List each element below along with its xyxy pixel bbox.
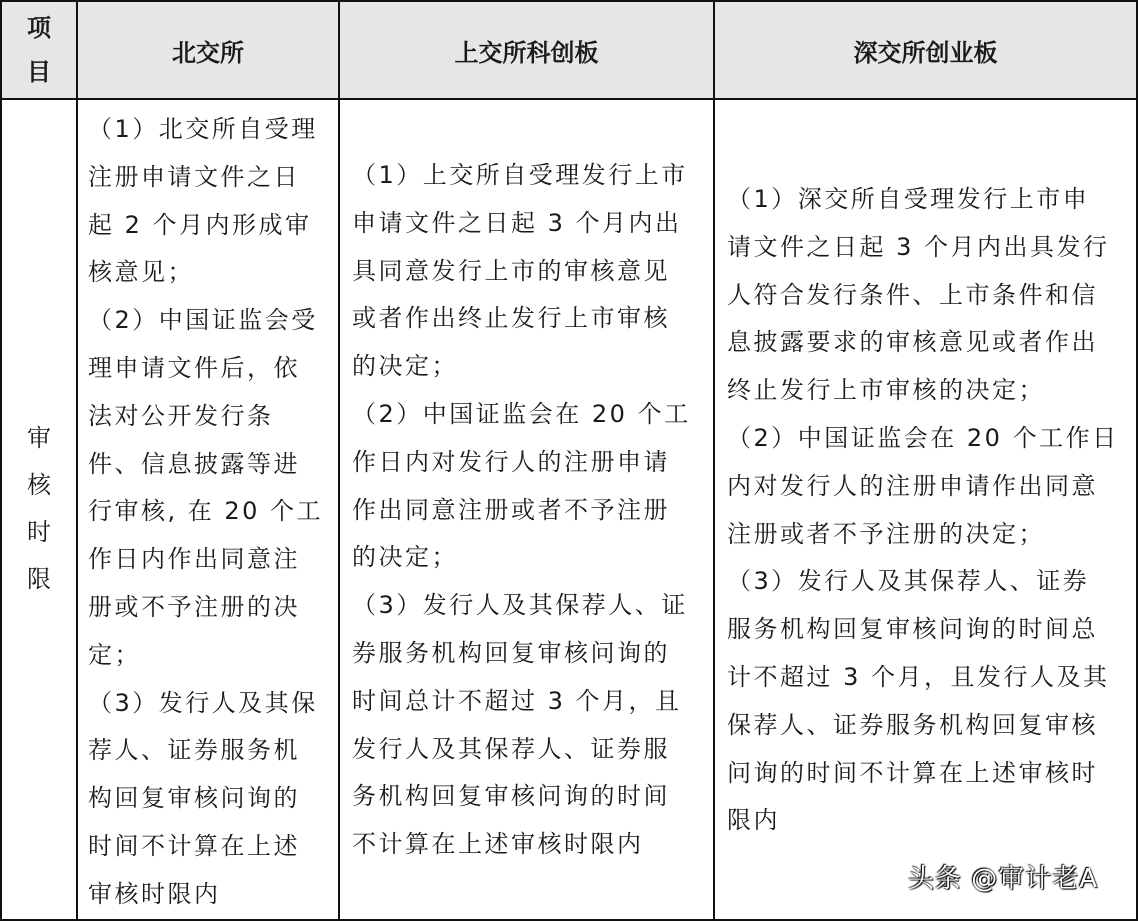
text-line: 服务机构回复审核问询的时间总	[727, 615, 1098, 644]
text-line: 请文件之日起 3 个月内出具发行	[727, 232, 1110, 261]
text-line: （3）发行人及其保	[88, 688, 318, 717]
text-line: 人符合发行条件、上市条件和信	[727, 280, 1098, 309]
text-line: （2）中国证监会在 20 个工作日	[727, 423, 1119, 452]
text-line: （1）上交所自受理发行上市	[352, 161, 688, 189]
text-line: 法对公开发行条	[88, 401, 274, 430]
header-bse: 北交所	[77, 1, 339, 99]
text-line: 构回复审核问询的	[88, 784, 300, 813]
header-item	[1, 1, 77, 99]
text-line: 计不超过 3 个月，且发行人及其	[727, 662, 1110, 691]
text-line: 息披露要求的审核意见或者作出	[727, 328, 1098, 357]
text-line: 作出同意注册或者不予注册	[352, 495, 670, 524]
text-line: （2）中国证监会在 20 个工	[352, 399, 691, 428]
header-chinext: 深交所创业板	[714, 1, 1137, 99]
text-line: 项	[27, 14, 51, 42]
text-line: 时间不计算在上述	[88, 831, 300, 860]
text-line: 行审核, 在 20 个工	[88, 497, 324, 526]
text-line: 问询的时间不计算在上述审核时	[727, 758, 1098, 787]
text-line: 审核时限内	[88, 879, 221, 908]
header-row	[1, 1, 1137, 99]
text-line: 券服务机构回复审核问询的	[352, 638, 670, 667]
text-line: 起 2 个月内形成审	[88, 210, 312, 239]
text-line: （3）发行人及其保荐人、证	[352, 591, 688, 620]
text-line: 注册申请文件之日	[88, 162, 300, 191]
text-line: （1）深交所自受理发行上市申	[727, 185, 1090, 213]
text-line: 理申请文件后，依	[88, 353, 300, 382]
text-line: 保荐人、证券服务机构回复审核	[727, 710, 1098, 739]
watermark: 头条 @审计老A	[908, 864, 1099, 894]
text-line: 定；	[88, 640, 141, 669]
text-line: 注册或者不予注册的决定；	[727, 519, 1045, 548]
text-line: 的决定；	[352, 543, 458, 572]
text-line: 荐人、证券服务机	[88, 736, 300, 765]
text-line: 限	[27, 565, 51, 594]
text-line: 时	[27, 518, 51, 547]
text-line: 审	[27, 424, 51, 453]
text-line: 终止发行上市审核的决定；	[727, 376, 1045, 405]
text-line: 时间总计不超过 3 个月，且	[352, 686, 682, 715]
row-label	[1, 99, 77, 920]
text-line: 不计算在上述审核时限内	[352, 830, 644, 859]
text-line: 件、信息披露等进	[88, 449, 300, 478]
text-line: （1）北交所自受理	[88, 115, 318, 143]
cell-chinext	[714, 99, 1137, 920]
table-row	[1, 99, 1137, 920]
text-line: 作日内对发行人的注册申请	[352, 447, 670, 476]
text-line: 核	[27, 471, 51, 500]
text-line: 内对发行人的注册申请作出同意	[727, 471, 1098, 500]
text-line: 具同意发行上市的审核意见	[352, 256, 670, 285]
text-line: 作日内作出同意注	[88, 545, 300, 574]
text-line: 限内	[727, 806, 780, 835]
cell-star-market	[339, 99, 714, 920]
text-line: 目	[27, 58, 51, 86]
text-line: 务机构回复审核问询的时间	[352, 782, 670, 811]
text-line: 发行人及其保荐人、证券服	[352, 734, 670, 763]
text-line: 或者作出终止发行上市审核	[352, 304, 670, 333]
text-line: （2）中国证监会受	[88, 306, 318, 335]
text-line: （3）发行人及其保荐人、证券	[727, 567, 1090, 596]
header-star-market: 上交所科创板	[339, 1, 714, 99]
cell-bse	[77, 99, 339, 920]
text-line: 核意见；	[88, 258, 194, 287]
text-line: 申请文件之日起 3 个月内出	[352, 208, 682, 237]
text-line: 的决定；	[352, 352, 458, 381]
text-line: 册或不予注册的决	[88, 592, 300, 621]
